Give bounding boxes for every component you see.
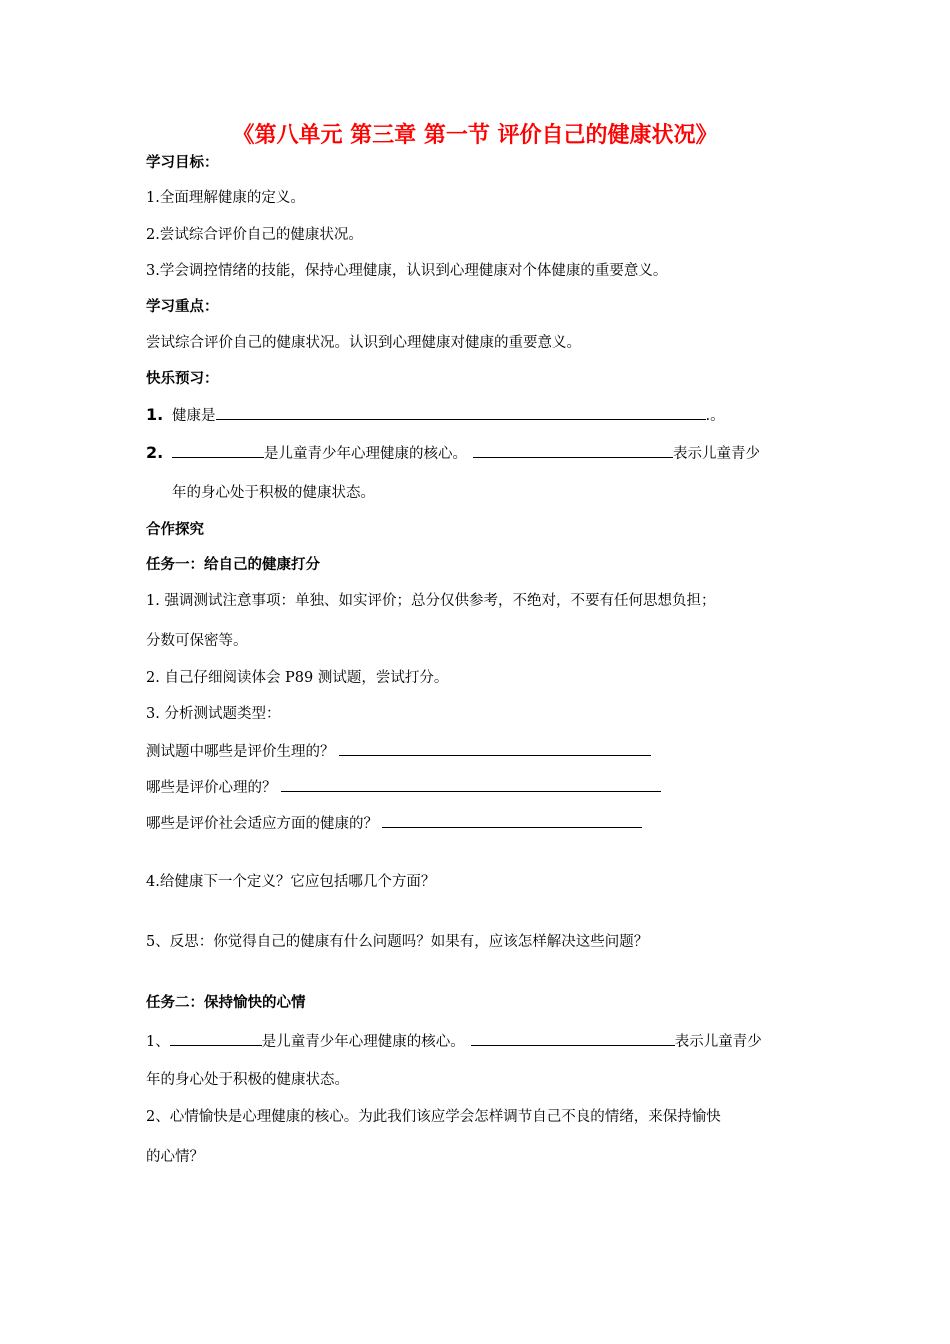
task2-item-1-cont: 年的身心处于积极的健康状态。 (146, 1072, 349, 1088)
question-text: 哪些是评价心理的？ (146, 780, 277, 796)
cooperate-heading: 合作探究 (146, 522, 204, 538)
question-number: 2. (146, 443, 164, 462)
answer-blank[interactable] (281, 775, 661, 792)
preview-heading: 快乐预习： (146, 371, 219, 387)
question-text: 哪些是评价社会适应方面的健康的？ (146, 816, 378, 832)
task1-item-1-cont: 分数可保密等。 (146, 633, 248, 649)
task2-item-2: 2、心情愉快是心理健康的核心。为此我们该应学会怎样调节自己不良的情绪，来保持愉快 (146, 1109, 721, 1125)
task1-heading: 任务一：给自己的健康打分 (146, 557, 320, 573)
task1-item-2: 2. 自己仔细阅读体会 P89 测试题，尝试打分。 (146, 670, 449, 686)
answer-blank[interactable] (170, 1029, 262, 1046)
question-text: 是儿童青少年心理健康的核心。 (264, 446, 467, 462)
mental-question (146, 775, 661, 799)
objectives-heading: 学习目标： (146, 155, 219, 171)
task1-item-1: 1. 强调测试注意事项：单独、如实评价；总分仅供参考，不绝对，不要有任何思想负担； (146, 593, 716, 609)
task1-item-3: 3. 分析测试题类型： (146, 706, 281, 722)
key-points-heading: 学习重点： (146, 299, 219, 315)
physical-question (146, 739, 651, 763)
question-end: .。 (705, 408, 725, 424)
question-continuation: 年的身心处于积极的健康状态。 (172, 485, 375, 501)
task1-item-4: 4.给健康下一个定义？它应包括哪几个方面？ (146, 874, 436, 890)
task2-item-1 (146, 1029, 762, 1053)
answer-blank[interactable] (382, 811, 642, 828)
task2-item-2-cont: 的心情？ (146, 1149, 204, 1165)
social-question (146, 811, 642, 835)
item-number: 1、 (146, 1034, 170, 1050)
page-title: 《第八单元 第三章 第一节 评价自己的健康状况》 (232, 123, 718, 148)
objective-item: 1.全面理解健康的定义。 (146, 190, 305, 206)
item-text: 表示儿童青少 (674, 1034, 762, 1050)
answer-blank[interactable] (339, 739, 651, 756)
answer-blank[interactable] (216, 403, 706, 420)
objective-item: 2.尝试综合评价自己的健康状况。 (146, 227, 363, 243)
preview-question-2 (146, 441, 760, 465)
question-number: 1. (146, 405, 164, 424)
preview-question-1 (146, 403, 725, 427)
question-text: 测试题中哪些是评价生理的？ (146, 744, 335, 760)
answer-blank[interactable] (473, 441, 673, 458)
key-points-text: 尝试综合评价自己的健康状况。认识到心理健康对健康的重要意义。 (146, 335, 581, 351)
question-text: 表示儿童青少 (673, 446, 760, 462)
task1-item-5: 5、反思：你觉得自己的健康有什么问题吗？如果有，应该怎样解决这些问题？ (146, 934, 649, 950)
answer-blank[interactable] (471, 1029, 675, 1046)
answer-blank[interactable] (172, 441, 264, 458)
task2-heading: 任务二：保持愉快的心情 (146, 995, 306, 1011)
item-text: 是儿童青少年心理健康的核心。 (261, 1034, 465, 1050)
question-text: 健康是 (172, 408, 216, 424)
objective-item: 3.学会调控情绪的技能，保持心理健康，认识到心理健康对个体健康的重要意义。 (146, 263, 668, 279)
